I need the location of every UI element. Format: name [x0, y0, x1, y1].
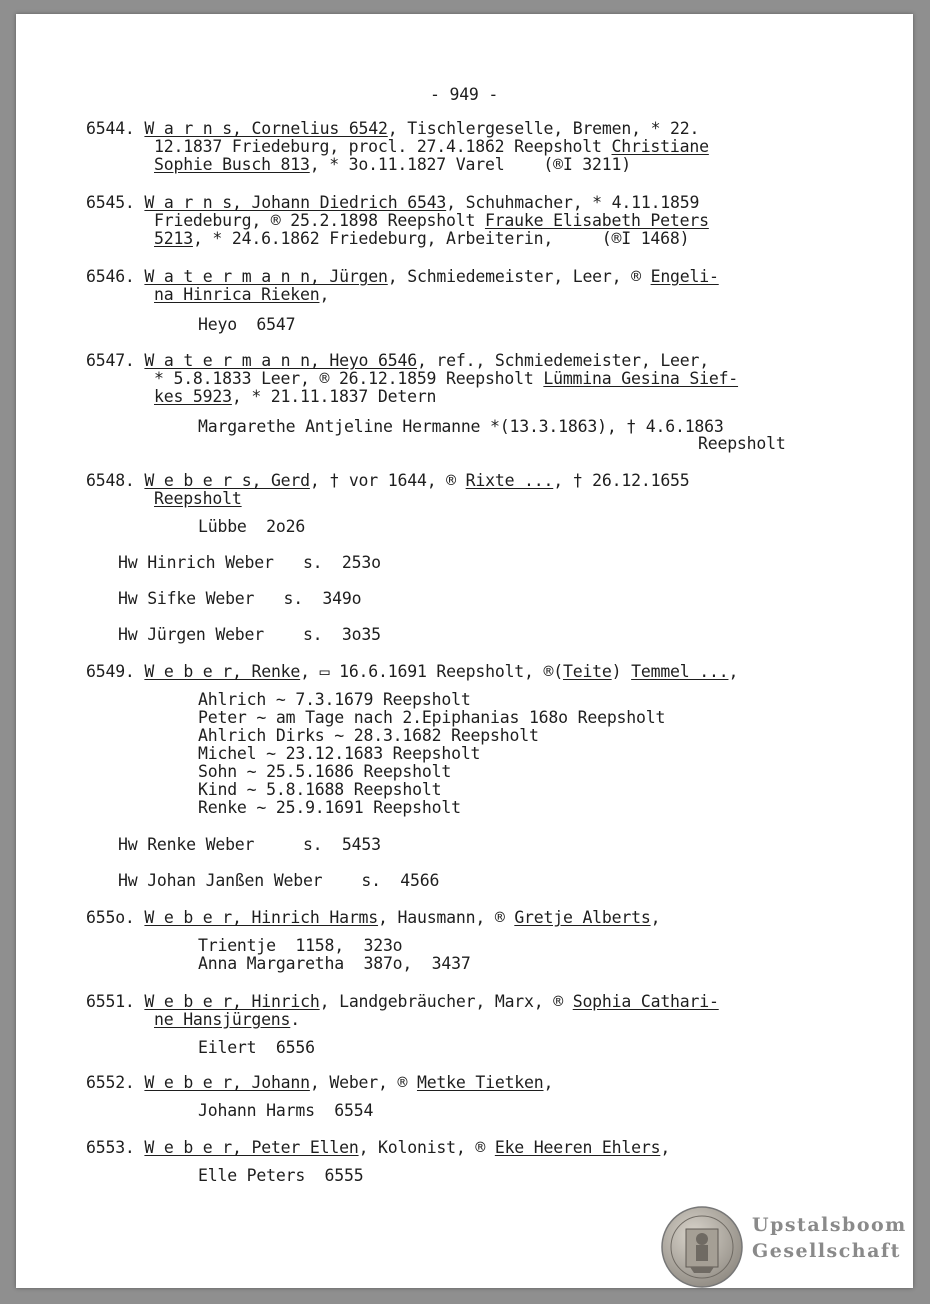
hw-reference: Hw Sifke Weber s. 349o — [118, 589, 362, 608]
spouse-name: Eke Heeren Ehlers — [494, 1138, 661, 1157]
child-entry: Kind ~ 5.8.1688 Reepsholt — [198, 780, 442, 799]
entry-text: , Schmiedemeister, Leer, ® — [387, 267, 651, 286]
spouse-name: Gretje Alberts — [514, 908, 651, 927]
entry-text: , † 26.12.1655 — [553, 471, 690, 490]
entry-text: , ref., Schmiedemeister, Leer, — [416, 351, 709, 370]
entry-name: W e b e r s, Gerd — [144, 471, 310, 490]
spouse-name: Engeli- — [650, 267, 719, 286]
spouse-name: Teite — [562, 662, 612, 681]
entry-number: 6544. — [86, 119, 145, 138]
entry-name: W e b e r, Renke — [144, 662, 301, 681]
hw-reference: Hw Renke Weber s. 5453 — [118, 835, 381, 854]
entry-name: W e b e r, Peter Ellen — [144, 1138, 359, 1157]
entry-text: , Landgebräucher, Marx, ® — [319, 992, 573, 1011]
entry-text: , Tischlergeselle, Bremen, * 22. — [387, 119, 700, 138]
brand-line-2: Gesellschaft — [752, 1240, 901, 1262]
child-entry: Trientje 1158, 323o — [198, 936, 403, 955]
spouse-name: Sophia Cathari- — [572, 992, 719, 1011]
entry-text: , Kolonist, ® — [358, 1138, 495, 1157]
child-entry: Renke ~ 25.9.1691 Reepsholt — [198, 798, 461, 817]
entry-text: , Hausmann, ® — [378, 908, 515, 927]
hw-reference: Hw Hinrich Weber s. 253o — [118, 553, 381, 572]
child-entry-place: Reepsholt — [698, 434, 786, 453]
entry-number: 6547. — [86, 351, 145, 370]
entry-name: W a t e r m a n n, Heyo 6546 — [144, 351, 417, 370]
child-entry: Michel ~ 23.12.1683 Reepsholt — [198, 744, 481, 763]
entry-number: 6545. — [86, 193, 145, 212]
entry-text: , Schuhmacher, * 4.11.1859 — [446, 193, 700, 212]
page-number: - 949 - — [430, 85, 499, 104]
entry-number: 6551. — [86, 992, 145, 1011]
entry-text: 12.1837 Friedeburg, procl. 27.4.1862 Reepsholt — [154, 137, 612, 156]
entry-name: W e b e r, Hinrich Harms — [144, 908, 379, 927]
child-entry: Sohn ~ 25.5.1686 Reepsholt — [198, 762, 452, 781]
child-entry: Elle Peters 6555 — [198, 1166, 364, 1185]
child-entry: Anna Margaretha 387o, 3437 — [198, 954, 471, 973]
entry-number: 6549. — [86, 662, 145, 681]
spouse-name: 5213 — [154, 229, 193, 248]
spouse-name: ne Hansjürgens — [154, 1010, 291, 1029]
entry-text: * 5.8.1833 Leer, ® 26.12.1859 Reepsholt — [154, 369, 544, 388]
spouse-name: Temmel ... — [631, 662, 729, 681]
entry-text: , Weber, ® — [309, 1073, 417, 1092]
entry-text: Friedeburg, ® 25.2.1898 Reepsholt — [154, 211, 485, 230]
entry-name: W a r n s, Cornelius 6542 — [144, 119, 388, 138]
seal-icon — [660, 1205, 744, 1288]
entry-number: 655o. — [86, 908, 145, 927]
entry-text: , † vor 1644, ® — [309, 471, 466, 490]
spouse-name: na Hinrica Rieken — [154, 285, 320, 304]
child-entry: Heyo 6547 — [198, 315, 296, 334]
hw-reference: Hw Johan Janßen Weber s. 4566 — [118, 871, 440, 890]
spouse-name: Christiane — [611, 137, 709, 156]
brand-line-1: Upstalsboom — [752, 1214, 907, 1236]
child-entry: Ahlrich ~ 7.3.1679 Reepsholt — [198, 690, 471, 709]
entry-text: , * 21.11.1837 Detern — [231, 387, 437, 406]
child-entry: Johann Harms 6554 — [198, 1101, 374, 1120]
entry-number: 6553. — [86, 1138, 145, 1157]
entry-name: W e b e r, Johann — [144, 1073, 310, 1092]
spouse-name: Frauke Elisabeth Peters — [484, 211, 709, 230]
entry-name: W a r n s, Johann Diedrich 6543 — [144, 193, 447, 212]
child-entry: Lübbe 2o26 — [198, 517, 306, 536]
entry-text: , * 3o.11.1827 Varel (®I 3211) — [309, 155, 631, 174]
child-entry: Peter ~ am Tage nach 2.Epiphanias 168o Reepsholt — [198, 708, 666, 727]
child-entry: Ahlrich Dirks ~ 28.3.1682 Reepsholt — [198, 726, 539, 745]
entry-name: W e b e r, Hinrich — [144, 992, 320, 1011]
spouse-name: kes 5923 — [154, 387, 232, 406]
child-entry: Eilert 6556 — [198, 1038, 315, 1057]
child-entry: Margarethe Antjeline Hermanne *(13.3.1863), † 4.6.1863 — [198, 417, 724, 436]
entry-text: , * 24.6.1862 Friedeburg, Arbeiterin, (®I 1468) — [192, 229, 690, 248]
spouse-name: Metke Tietken — [416, 1073, 544, 1092]
entry-text: Reepsholt — [154, 489, 242, 508]
entry-name: W a t e r m a n n, Jürgen — [144, 267, 388, 286]
hw-reference: Hw Jürgen Weber s. 3o35 — [118, 625, 381, 644]
spouse-name: Sophie Busch 813 — [154, 155, 310, 174]
spouse-name: Rixte ... — [465, 471, 554, 490]
entry-number: 6548. — [86, 471, 145, 490]
spouse-name: Lümmina Gesina Sief- — [543, 369, 739, 388]
entry-number: 6546. — [86, 267, 145, 286]
entry-text: , ▭ 16.6.1691 Reepsholt, ®( — [300, 662, 563, 681]
entry-number: 6552. — [86, 1073, 145, 1092]
document-page: - 949 - 6544. W a r n s, Cornelius 6542, Tischlergeselle, Bremen, * 22. 12.1837 Friedeburg, procl. 27.4.1862 Reepsholt Christiane Sophie Busch 813, * 3o.11.1827 Varel (®I 3211) 6545. W a r n s, Johann Diedrich 6543, Schuhmacher, * 4.11.1859 Friedeburg, ® 25.2.1898 Reepsholt Frauke Elisabeth Peters 5213, * 24.6.1862 Friedeburg, Arbeiterin, (®I 1468) 6546. W a t e r m a n n, Jürgen, Schmiedemeister, Leer, ® Engeli- na Hinrica Rieken, Heyo 6547 6547. W a t e r m a n n, Heyo 6546, ref., Schmiedemeister, Leer, * 5.8.1833 Leer, ® 26.12.1859 Reepsholt Lümmina Gesina Sief- kes 5923, * 21.11.1837 Detern Margarethe Antjeline Hermanne *(13.3.1863), † 4.6.1863 Reepsholt 6548. W e b e r s, Gerd, † vor 1644, ® Rixte ..., † 26.12.1655 Reepsholt Lübbe 2o26 Hw Hinrich Weber s. 253o Hw Sifke Weber s. 349o Hw Jürgen Weber s. 3o35 6549. W e b e r, Renke, ▭ 16.6.1691 Reepsholt, ®(Teite) Temmel ..., Ahlrich ~ 7.3.1679 Reepsholt Peter ~ am Tage nach 2.Epiphanias 168o Reepsholt Ahlrich Dirks ~ 28.3.1682 Reepsholt Michel ~ 23.12.1683 Reepsholt Sohn ~ 25.5.1686 Reepsholt Kind ~ 5.8.1688 Reepsholt Renke ~ 25.9.1691 Reepsholt Hw Renke Weber s. 5453 Hw Johan Janßen Weber s. 4566 655o. W e b e r, Hinrich Harms, Hausmann, ® Gretje Alberts, Trientje 1158, 323o Anna Margaretha 387o, 3437 6551. W e b e r, Hinrich, Landgebräucher, Marx, ® Sophia Cathari- ne Hansjürgens. Eilert 6556 6552. W e b e r, Johann, Weber, ® Metke Tietken, Johann Harms 6554 6553. W e b e r, Peter Ellen, Kolonist, ® Eke Heeren Ehlers, Elle Peters 6555 Upstalsboom Gesellschaft — [16, 14, 913, 1288]
